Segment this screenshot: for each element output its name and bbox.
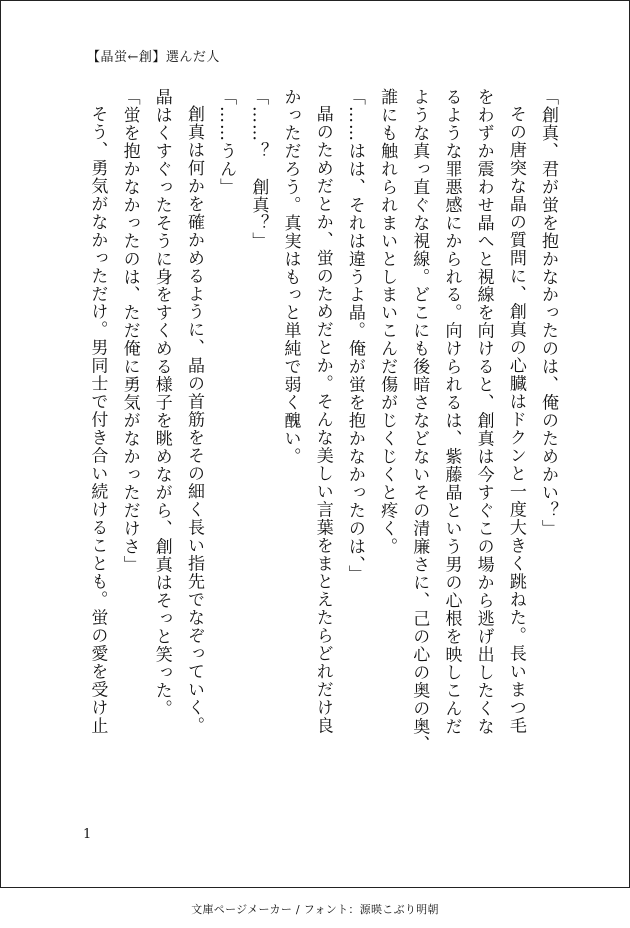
text-line: かっただろう。真実はもっと単純で弱く醜い。 bbox=[280, 88, 301, 466]
text-line: 「……うん」 bbox=[216, 88, 237, 196]
vertical-text-block bbox=[79, 88, 559, 798]
text-line: をわずか震わせ晶へと視線を向けると、創真は今すぐこの場から逃げ出したくな bbox=[473, 88, 494, 736]
chapter-title: 【晶蛍←創】選んだ人 bbox=[87, 50, 220, 65]
text-line: 晶のためだとか、蛍のためだとか。そんな美しい言葉をまとえたらどれだけ良 bbox=[312, 105, 333, 735]
text-line: 創真は何かを確かめるように、晶の首筋をその細く長い指先でなぞっていく。 bbox=[183, 105, 204, 735]
text-line: 晶はくすぐったそうに身をすくめる様子を眺めながら、創真はそっと笑った。 bbox=[151, 88, 172, 718]
text-line: 「……？ 創真？」 bbox=[248, 88, 269, 250]
text-line: るような罪悪感にかられる。向けられるは、紫藤晶という男の心根を映しこんだ bbox=[441, 88, 462, 736]
text-line: ような真っ直ぐな視線。どこにも後暗さなどないその清廉さに、己の心の奥の奥、 bbox=[409, 88, 430, 754]
text-line: 「……はは、それは違うよ晶。俺が蛍を抱かなかったのは、」 bbox=[344, 88, 365, 583]
page-number: 1 bbox=[83, 827, 92, 842]
text-line: その唐突な晶の質問に、創真の心臓はドクンと一度大きく跳ねた。長いまつ毛 bbox=[505, 105, 526, 735]
text-line: 「創真、君が蛍を抱かなかったのは、俺のためかい？」 bbox=[538, 88, 558, 538]
text-line: 誰にも触れられまいとしまいこんだ傷がじくじくと疼く。 bbox=[377, 88, 398, 556]
text-line: 「蛍を抱かなかったのは、ただ俺に勇気がなかっただけさ」 bbox=[119, 88, 140, 574]
text-line: そう、勇気がなかっただけ。男同士で付き合い続けることも。蛍の愛を受け止 bbox=[87, 105, 108, 735]
footer-credit: 文庫ページメーカー / フォント：源暎こぶり明朝 bbox=[191, 903, 439, 916]
